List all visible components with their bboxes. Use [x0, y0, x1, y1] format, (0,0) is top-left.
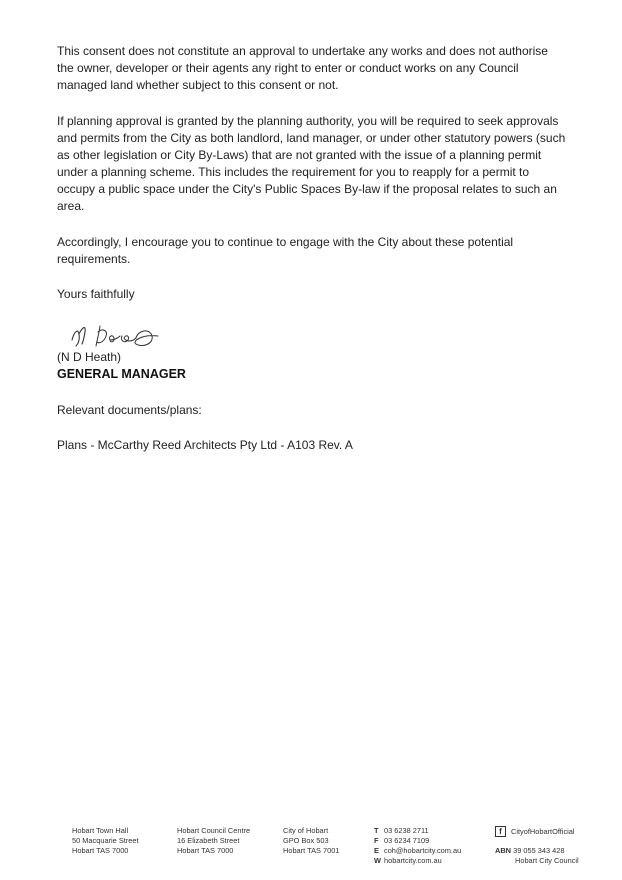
facebook-icon: f [495, 826, 506, 837]
fax-number: 03 6234 7109 [384, 836, 430, 845]
signer-title: GENERAL MANAGER [57, 367, 186, 381]
facebook-link[interactable] [495, 826, 579, 837]
facebook-handle: CityofHobartOfficial [511, 826, 575, 836]
footer-line: 50 Macquarie Street [72, 836, 139, 845]
closing-line: Yours faithfully [57, 287, 135, 301]
website-link[interactable]: hobartcity.com.au [384, 856, 442, 865]
signer-name: (N D Heath) [57, 350, 122, 364]
footer-town-hall [72, 826, 139, 856]
paragraph-consent: This consent does not constitute an approval to undertake any works and does not authorise the owner, developer or their agents any right to enter or conduct works on any Council managed land whether subject to this consent or not. [57, 44, 548, 92]
documents-label: Relevant documents/plans: [57, 403, 202, 417]
footer-line: 16 Elizabeth Street [177, 836, 240, 845]
email-label: E [374, 846, 379, 855]
footer-social-abn [495, 826, 579, 866]
footer-council-centre [177, 826, 250, 856]
footer-postal [283, 826, 339, 856]
web-label: W [374, 856, 381, 865]
paragraph-approvals: If planning approval is granted by the planning authority, you will be required to seek approvals and permits from the City as both landlord, land manager, or under other statutory powers (such as other legislation or City By-Laws) that are not granted with the issue of a planning permit under a planning scheme. This includes the requirement for you to reapply for a permit to occupy a public space under the City's Public Spaces By-law if the proposal relates to such an area. [57, 114, 566, 213]
abn-label: ABN [495, 846, 512, 855]
signature-image [66, 318, 176, 352]
phone-label: T [374, 826, 379, 835]
footer-line: Hobart Town Hall [72, 826, 129, 835]
footer-line: Hobart Council Centre [177, 826, 251, 835]
footer-line: GPO Box 503 [283, 836, 329, 845]
fax-label: F [374, 836, 379, 845]
email-link[interactable]: coh@hobartcity.com.au [384, 846, 462, 855]
footer-line: City of Hobart [283, 826, 329, 835]
footer-line: Hobart TAS 7000 [177, 846, 234, 855]
phone-number: 03 6238 2711 [384, 826, 429, 835]
abn-number: 39 055 343 428 [513, 846, 565, 855]
entity-name: Hobart City Council [515, 856, 579, 865]
footer-contacts [374, 826, 461, 866]
footer-line: Hobart TAS 7001 [283, 846, 340, 855]
document-item: Plans - McCarthy Reed Architects Pty Ltd - A103 Rev. A [57, 438, 353, 452]
paragraph-engage: Accordingly, I encourage you to continue to engage with the City about these potential requirements. [57, 235, 514, 266]
footer-line: Hobart TAS 7000 [72, 846, 129, 855]
